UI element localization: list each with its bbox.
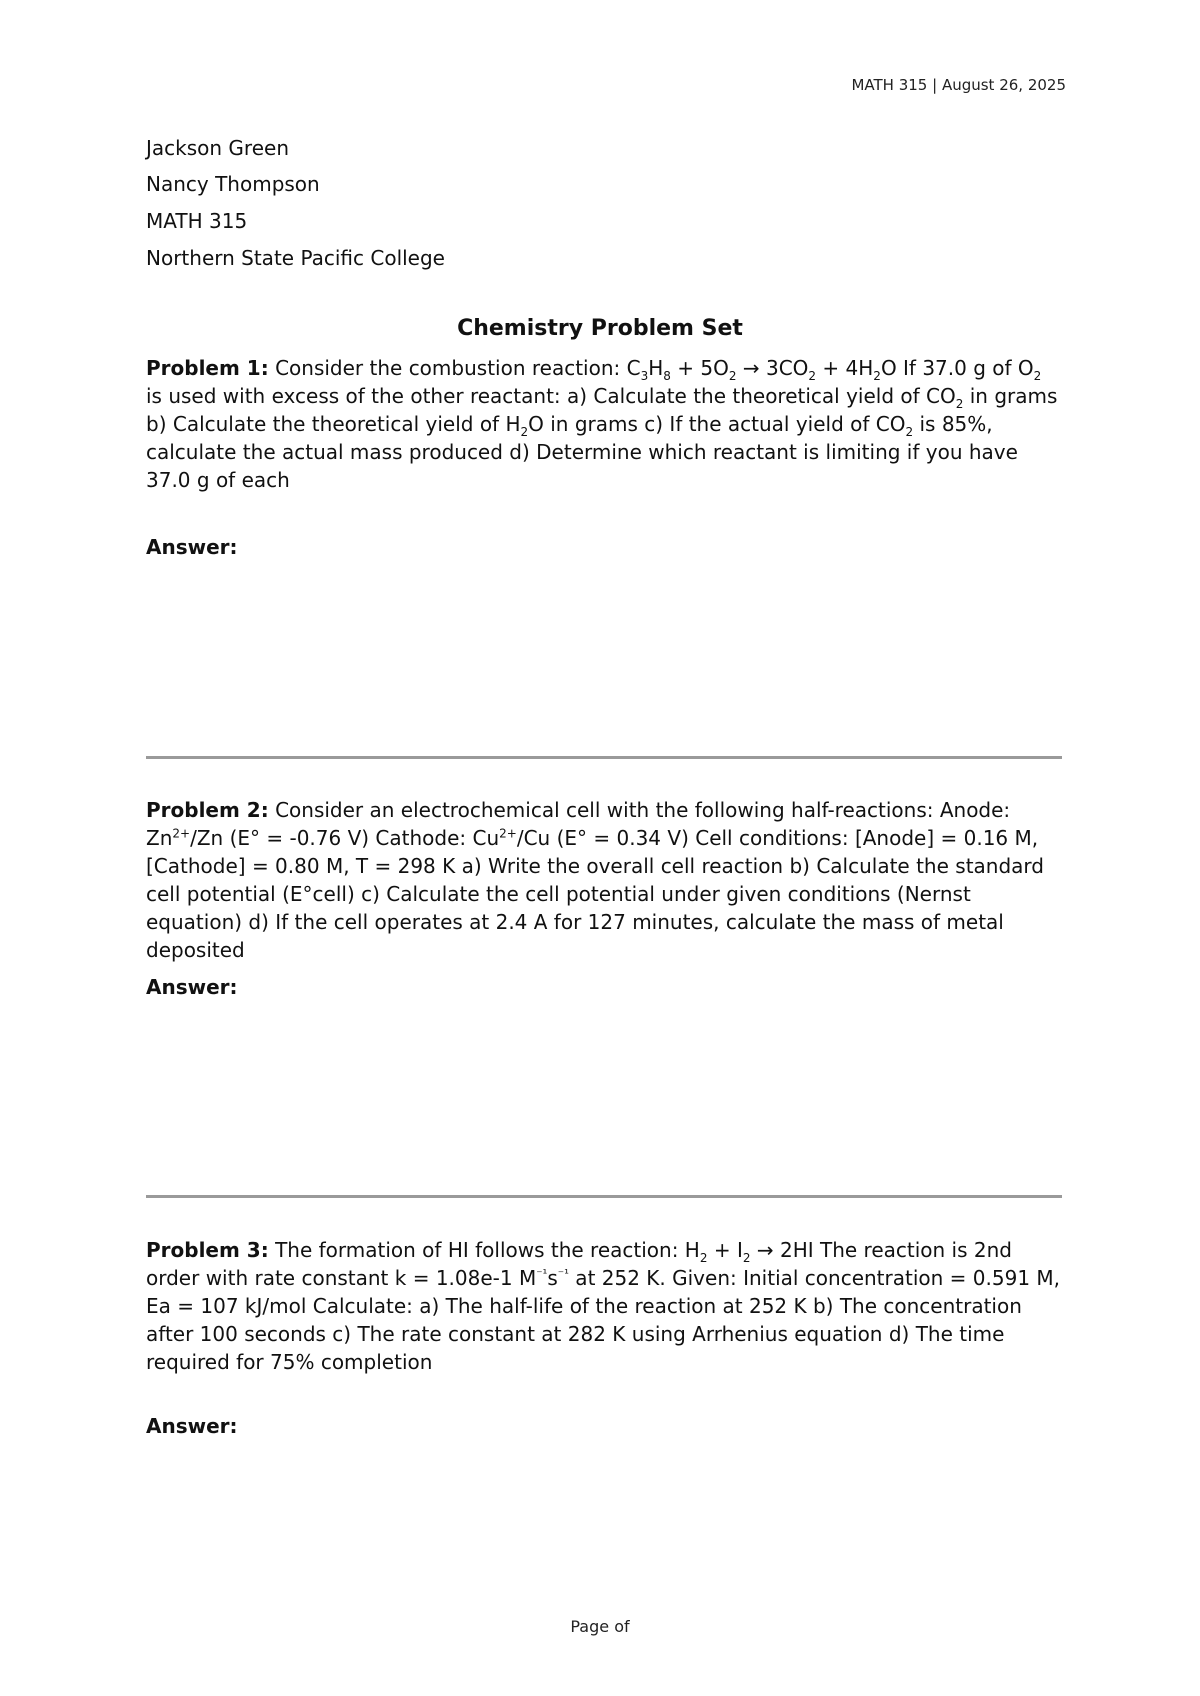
subscript: 2 xyxy=(955,397,964,411)
student-name-1: Jackson Green xyxy=(146,136,289,160)
problem-1-text: H xyxy=(648,356,664,380)
problem-1-text: O in grams c) If the actual yield of CO xyxy=(528,412,906,436)
subscript: 2 xyxy=(808,369,817,383)
subscript: 2 xyxy=(1033,369,1042,383)
student-name-2: Nancy Thompson xyxy=(146,172,320,196)
problem-1-text: + 4H xyxy=(816,356,874,380)
problem-1-text: + 5O xyxy=(670,356,729,380)
problem-3 xyxy=(146,1236,1062,1376)
problem-2 xyxy=(146,796,1062,964)
college-name: Northern State Pacific College xyxy=(146,246,445,270)
subscript: 2 xyxy=(728,369,737,383)
divider-2 xyxy=(146,1195,1062,1198)
subscript: 8 xyxy=(663,369,671,383)
subscript: 2 xyxy=(905,425,914,439)
problem-3-text: → 2HI The reaction is 2nd order with rate constant k = 1.08e-1 M xyxy=(146,1238,1012,1290)
superscript: ⁻¹ xyxy=(557,1266,569,1281)
problem-2-text: Consider an electrochemical cell with the following half-reactions: Anode: Zn xyxy=(146,798,1011,850)
problem-1-text: in grams b) Calculate the theoretical yield of H xyxy=(146,384,1058,436)
page-footer: Page of xyxy=(570,1617,630,1636)
problem-1-text: Consider the combustion reaction: C xyxy=(268,356,641,380)
problem-2-label: Problem 2: xyxy=(146,798,269,822)
problem-1-text: is 85%, calculate the actual mass produced d) Determine which reactant is limiting if you have 37.0 g of each xyxy=(146,412,1018,492)
subscript: 3 xyxy=(640,369,649,383)
problem-1-label: Problem 1: xyxy=(146,356,269,380)
subscript: 2 xyxy=(520,425,529,439)
subscript: 2 xyxy=(699,1251,708,1265)
document-title: Chemistry Problem Set xyxy=(457,316,743,341)
problem-2-text: /Zn (E° = -0.76 V) Cathode: Cu xyxy=(190,826,500,850)
course-code: MATH 315 xyxy=(146,209,248,233)
answer-label-1: Answer: xyxy=(146,535,238,559)
answer-label-2: Answer: xyxy=(146,975,238,999)
superscript: ⁻¹ xyxy=(536,1266,548,1281)
problem-3-text: + I xyxy=(707,1238,743,1262)
problem-1-text: → 3CO xyxy=(736,356,809,380)
superscript: 2+ xyxy=(499,826,517,841)
divider-1 xyxy=(146,756,1062,759)
page-header: MATH 315 | August 26, 2025 xyxy=(851,76,1066,94)
problem-3-text: at 252 K. Given: Initial concentration = 0.591 M, Ea = 107 kJ/mol Calculate: a) The half-life of the reaction at 252 K b) The concentration after 100 seconds c) The rate constant at 282 K using Arrhenius equation d) The time required for 75% completion xyxy=(146,1266,1061,1374)
problem-1-text: is used with excess of the other reactant: a) Calculate the theoretical yield of CO xyxy=(146,384,956,408)
problem-1 xyxy=(146,354,1062,494)
problem-1-text: O If 37.0 g of O xyxy=(880,356,1034,380)
superscript: 2+ xyxy=(172,826,191,841)
subscript: 2 xyxy=(873,369,881,383)
subscript: 2 xyxy=(742,1251,751,1265)
problem-3-label: Problem 3: xyxy=(146,1238,269,1262)
answer-label-3: Answer: xyxy=(146,1414,238,1438)
problem-3-text: The formation of HI follows the reaction: H xyxy=(268,1238,700,1262)
problem-3-text: s xyxy=(547,1266,558,1290)
problem-2-text: /Cu (E° = 0.34 V) Cell conditions: [Anode] = 0.16 M, [Cathode] = 0.80 M, T = 298 K a) Write the overall cell reaction b) Calculate the standard cell potential (E°cell) c) Calculate the cell potential under given conditions (Nernst equation) d) If the cell operates at 2.4 A for 127 minutes, calculate the mass of metal deposited xyxy=(146,826,1044,962)
